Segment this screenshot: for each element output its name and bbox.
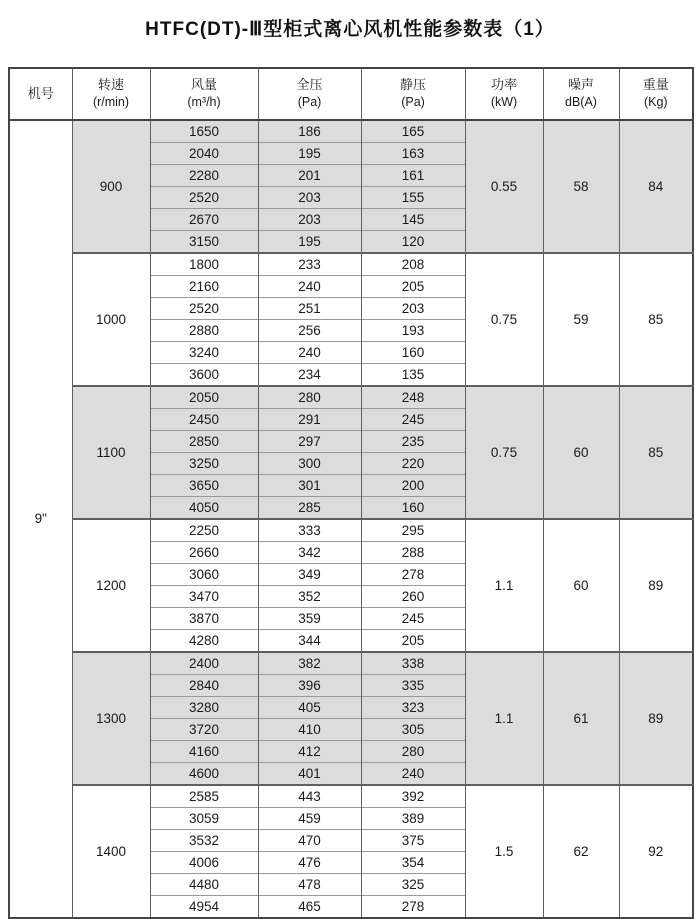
static-pressure-cell: 208: [361, 253, 465, 276]
static-pressure-cell: 260: [361, 586, 465, 608]
total-pressure-cell: 342: [258, 542, 361, 564]
table-header: [9, 68, 693, 120]
total-pressure-cell: 195: [258, 143, 361, 165]
static-pressure-cell: 193: [361, 320, 465, 342]
flow-cell: 3470: [150, 586, 258, 608]
static-pressure-cell: 323: [361, 697, 465, 719]
header-speed-label: 转速: [97, 77, 124, 93]
flow-cell: 2050: [150, 386, 258, 409]
static-pressure-cell: 155: [361, 187, 465, 209]
static-pressure-cell: 160: [361, 342, 465, 364]
speed-cell: 1200: [72, 519, 150, 652]
static-pressure-cell: 235: [361, 431, 465, 453]
static-pressure-cell: 278: [361, 564, 465, 586]
header-speed-unit: (r/min): [92, 95, 130, 110]
flow-cell: 3532: [150, 830, 258, 852]
header-static-pressure: [361, 68, 465, 120]
flow-cell: 1800: [150, 253, 258, 276]
flow-cell: 3059: [150, 808, 258, 830]
total-pressure-cell: 203: [258, 209, 361, 231]
header-machine-no: [9, 68, 72, 120]
static-pressure-cell: 338: [361, 652, 465, 675]
header-noise-label: 噪声: [567, 77, 594, 93]
flow-cell: 4480: [150, 874, 258, 896]
total-pressure-cell: 459: [258, 808, 361, 830]
flow-cell: 1650: [150, 120, 258, 143]
weight-cell: 85: [619, 253, 693, 386]
header-weight-unit: (Kg): [643, 95, 668, 110]
flow-cell: 2840: [150, 675, 258, 697]
total-pressure-cell: 251: [258, 298, 361, 320]
header-noise-unit: dB(A): [565, 95, 597, 110]
static-pressure-cell: 205: [361, 276, 465, 298]
weight-cell: 84: [619, 120, 693, 253]
static-pressure-cell: 278: [361, 896, 465, 919]
static-pressure-cell: 163: [361, 143, 465, 165]
flow-cell: 3060: [150, 564, 258, 586]
flow-cell: 4600: [150, 763, 258, 786]
static-pressure-cell: 245: [361, 608, 465, 630]
total-pressure-cell: 410: [258, 719, 361, 741]
power-cell: 0.55: [465, 120, 543, 253]
header-row: [9, 68, 693, 120]
static-pressure-cell: 305: [361, 719, 465, 741]
flow-cell: 3870: [150, 608, 258, 630]
static-pressure-cell: 161: [361, 165, 465, 187]
fan-performance-table: [8, 67, 694, 919]
weight-cell: 89: [619, 652, 693, 785]
total-pressure-cell: 478: [258, 874, 361, 896]
static-pressure-cell: 389: [361, 808, 465, 830]
static-pressure-cell: 354: [361, 852, 465, 874]
flow-cell: 2040: [150, 143, 258, 165]
table-row: [9, 785, 693, 808]
total-pressure-cell: 396: [258, 675, 361, 697]
static-pressure-cell: 135: [361, 364, 465, 387]
speed-cell: 900: [72, 120, 150, 253]
total-pressure-cell: 412: [258, 741, 361, 763]
noise-cell: 62: [543, 785, 619, 918]
total-pressure-cell: 470: [258, 830, 361, 852]
total-pressure-cell: 297: [258, 431, 361, 453]
flow-cell: 2660: [150, 542, 258, 564]
static-pressure-cell: 120: [361, 231, 465, 254]
flow-cell: 2520: [150, 298, 258, 320]
total-pressure-cell: 186: [258, 120, 361, 143]
noise-cell: 59: [543, 253, 619, 386]
flow-cell: 4160: [150, 741, 258, 763]
noise-cell: 60: [543, 519, 619, 652]
speed-cell: 1100: [72, 386, 150, 519]
flow-cell: 2585: [150, 785, 258, 808]
table-title: HTFC(DT)-Ⅲ型柜式离心风机性能参数表（1）: [145, 19, 555, 40]
flow-cell: 4954: [150, 896, 258, 919]
static-pressure-cell: 220: [361, 453, 465, 475]
flow-cell: 2520: [150, 187, 258, 209]
header-weight-label: 重量: [642, 77, 669, 93]
header-total-pressure-unit: (Pa): [297, 95, 322, 110]
flow-cell: 4006: [150, 852, 258, 874]
flow-cell: 3150: [150, 231, 258, 254]
flow-cell: 2450: [150, 409, 258, 431]
flow-cell: 3720: [150, 719, 258, 741]
machine-no-cell: 9": [9, 120, 72, 918]
flow-cell: 2280: [150, 165, 258, 187]
static-pressure-cell: 245: [361, 409, 465, 431]
noise-cell: 61: [543, 652, 619, 785]
speed-cell: 1400: [72, 785, 150, 918]
table-row: [9, 253, 693, 276]
static-pressure-cell: 205: [361, 630, 465, 653]
total-pressure-cell: 344: [258, 630, 361, 653]
table-row: [9, 120, 693, 143]
power-cell: 1.5: [465, 785, 543, 918]
flow-cell: 2160: [150, 276, 258, 298]
static-pressure-cell: 295: [361, 519, 465, 542]
weight-cell: 85: [619, 386, 693, 519]
header-flow-unit: (m³/h): [187, 95, 221, 110]
static-pressure-cell: 335: [361, 675, 465, 697]
total-pressure-cell: 401: [258, 763, 361, 786]
header-flow-label: 风量: [190, 77, 217, 93]
total-pressure-cell: 333: [258, 519, 361, 542]
power-cell: 0.75: [465, 386, 543, 519]
total-pressure-cell: 352: [258, 586, 361, 608]
header-flow: [150, 68, 258, 120]
total-pressure-cell: 405: [258, 697, 361, 719]
flow-cell: 2250: [150, 519, 258, 542]
weight-cell: 89: [619, 519, 693, 652]
header-power-label: 功率: [490, 77, 517, 93]
total-pressure-cell: 476: [258, 852, 361, 874]
table-row: [9, 386, 693, 409]
total-pressure-cell: 382: [258, 652, 361, 675]
total-pressure-cell: 443: [258, 785, 361, 808]
static-pressure-cell: 248: [361, 386, 465, 409]
header-power-unit: (kW): [490, 95, 518, 110]
total-pressure-cell: 359: [258, 608, 361, 630]
static-pressure-cell: 145: [361, 209, 465, 231]
speed-cell: 1000: [72, 253, 150, 386]
power-cell: 1.1: [465, 652, 543, 785]
flow-cell: 2670: [150, 209, 258, 231]
flow-cell: 3240: [150, 342, 258, 364]
header-speed: [72, 68, 150, 120]
total-pressure-cell: 256: [258, 320, 361, 342]
total-pressure-cell: 349: [258, 564, 361, 586]
total-pressure-cell: 201: [258, 165, 361, 187]
flow-cell: 3250: [150, 453, 258, 475]
header-total-pressure: [258, 68, 361, 120]
weight-cell: 92: [619, 785, 693, 918]
header-weight: [619, 68, 693, 120]
flow-cell: 3600: [150, 364, 258, 387]
total-pressure-cell: 280: [258, 386, 361, 409]
noise-cell: 58: [543, 120, 619, 253]
total-pressure-cell: 291: [258, 409, 361, 431]
power-cell: 1.1: [465, 519, 543, 652]
total-pressure-cell: 240: [258, 276, 361, 298]
header-machine-no-label: 机号: [27, 85, 54, 101]
static-pressure-cell: 200: [361, 475, 465, 497]
flow-cell: 4280: [150, 630, 258, 653]
table-row: [9, 652, 693, 675]
header-static-pressure-unit: (Pa): [401, 95, 425, 110]
total-pressure-cell: 300: [258, 453, 361, 475]
speed-cell: 1300: [72, 652, 150, 785]
total-pressure-cell: 195: [258, 231, 361, 254]
total-pressure-cell: 203: [258, 187, 361, 209]
flow-cell: 2400: [150, 652, 258, 675]
total-pressure-cell: 240: [258, 342, 361, 364]
flow-cell: 3650: [150, 475, 258, 497]
static-pressure-cell: 325: [361, 874, 465, 896]
static-pressure-cell: 160: [361, 497, 465, 520]
total-pressure-cell: 285: [258, 497, 361, 520]
flow-cell: 3280: [150, 697, 258, 719]
total-pressure-cell: 234: [258, 364, 361, 387]
table-body: [9, 120, 693, 918]
header-noise: [543, 68, 619, 120]
static-pressure-cell: 375: [361, 830, 465, 852]
static-pressure-cell: 288: [361, 542, 465, 564]
flow-cell: 2850: [150, 431, 258, 453]
static-pressure-cell: 240: [361, 763, 465, 786]
header-power: [465, 68, 543, 120]
total-pressure-cell: 233: [258, 253, 361, 276]
flow-cell: 2880: [150, 320, 258, 342]
static-pressure-cell: 203: [361, 298, 465, 320]
noise-cell: 60: [543, 386, 619, 519]
static-pressure-cell: 392: [361, 785, 465, 808]
total-pressure-cell: 465: [258, 896, 361, 919]
table-row: [9, 519, 693, 542]
total-pressure-cell: 301: [258, 475, 361, 497]
header-static-pressure-label: 静压: [399, 77, 426, 93]
static-pressure-cell: 280: [361, 741, 465, 763]
flow-cell: 4050: [150, 497, 258, 520]
power-cell: 0.75: [465, 253, 543, 386]
static-pressure-cell: 165: [361, 120, 465, 143]
header-total-pressure-label: 全压: [296, 77, 323, 93]
